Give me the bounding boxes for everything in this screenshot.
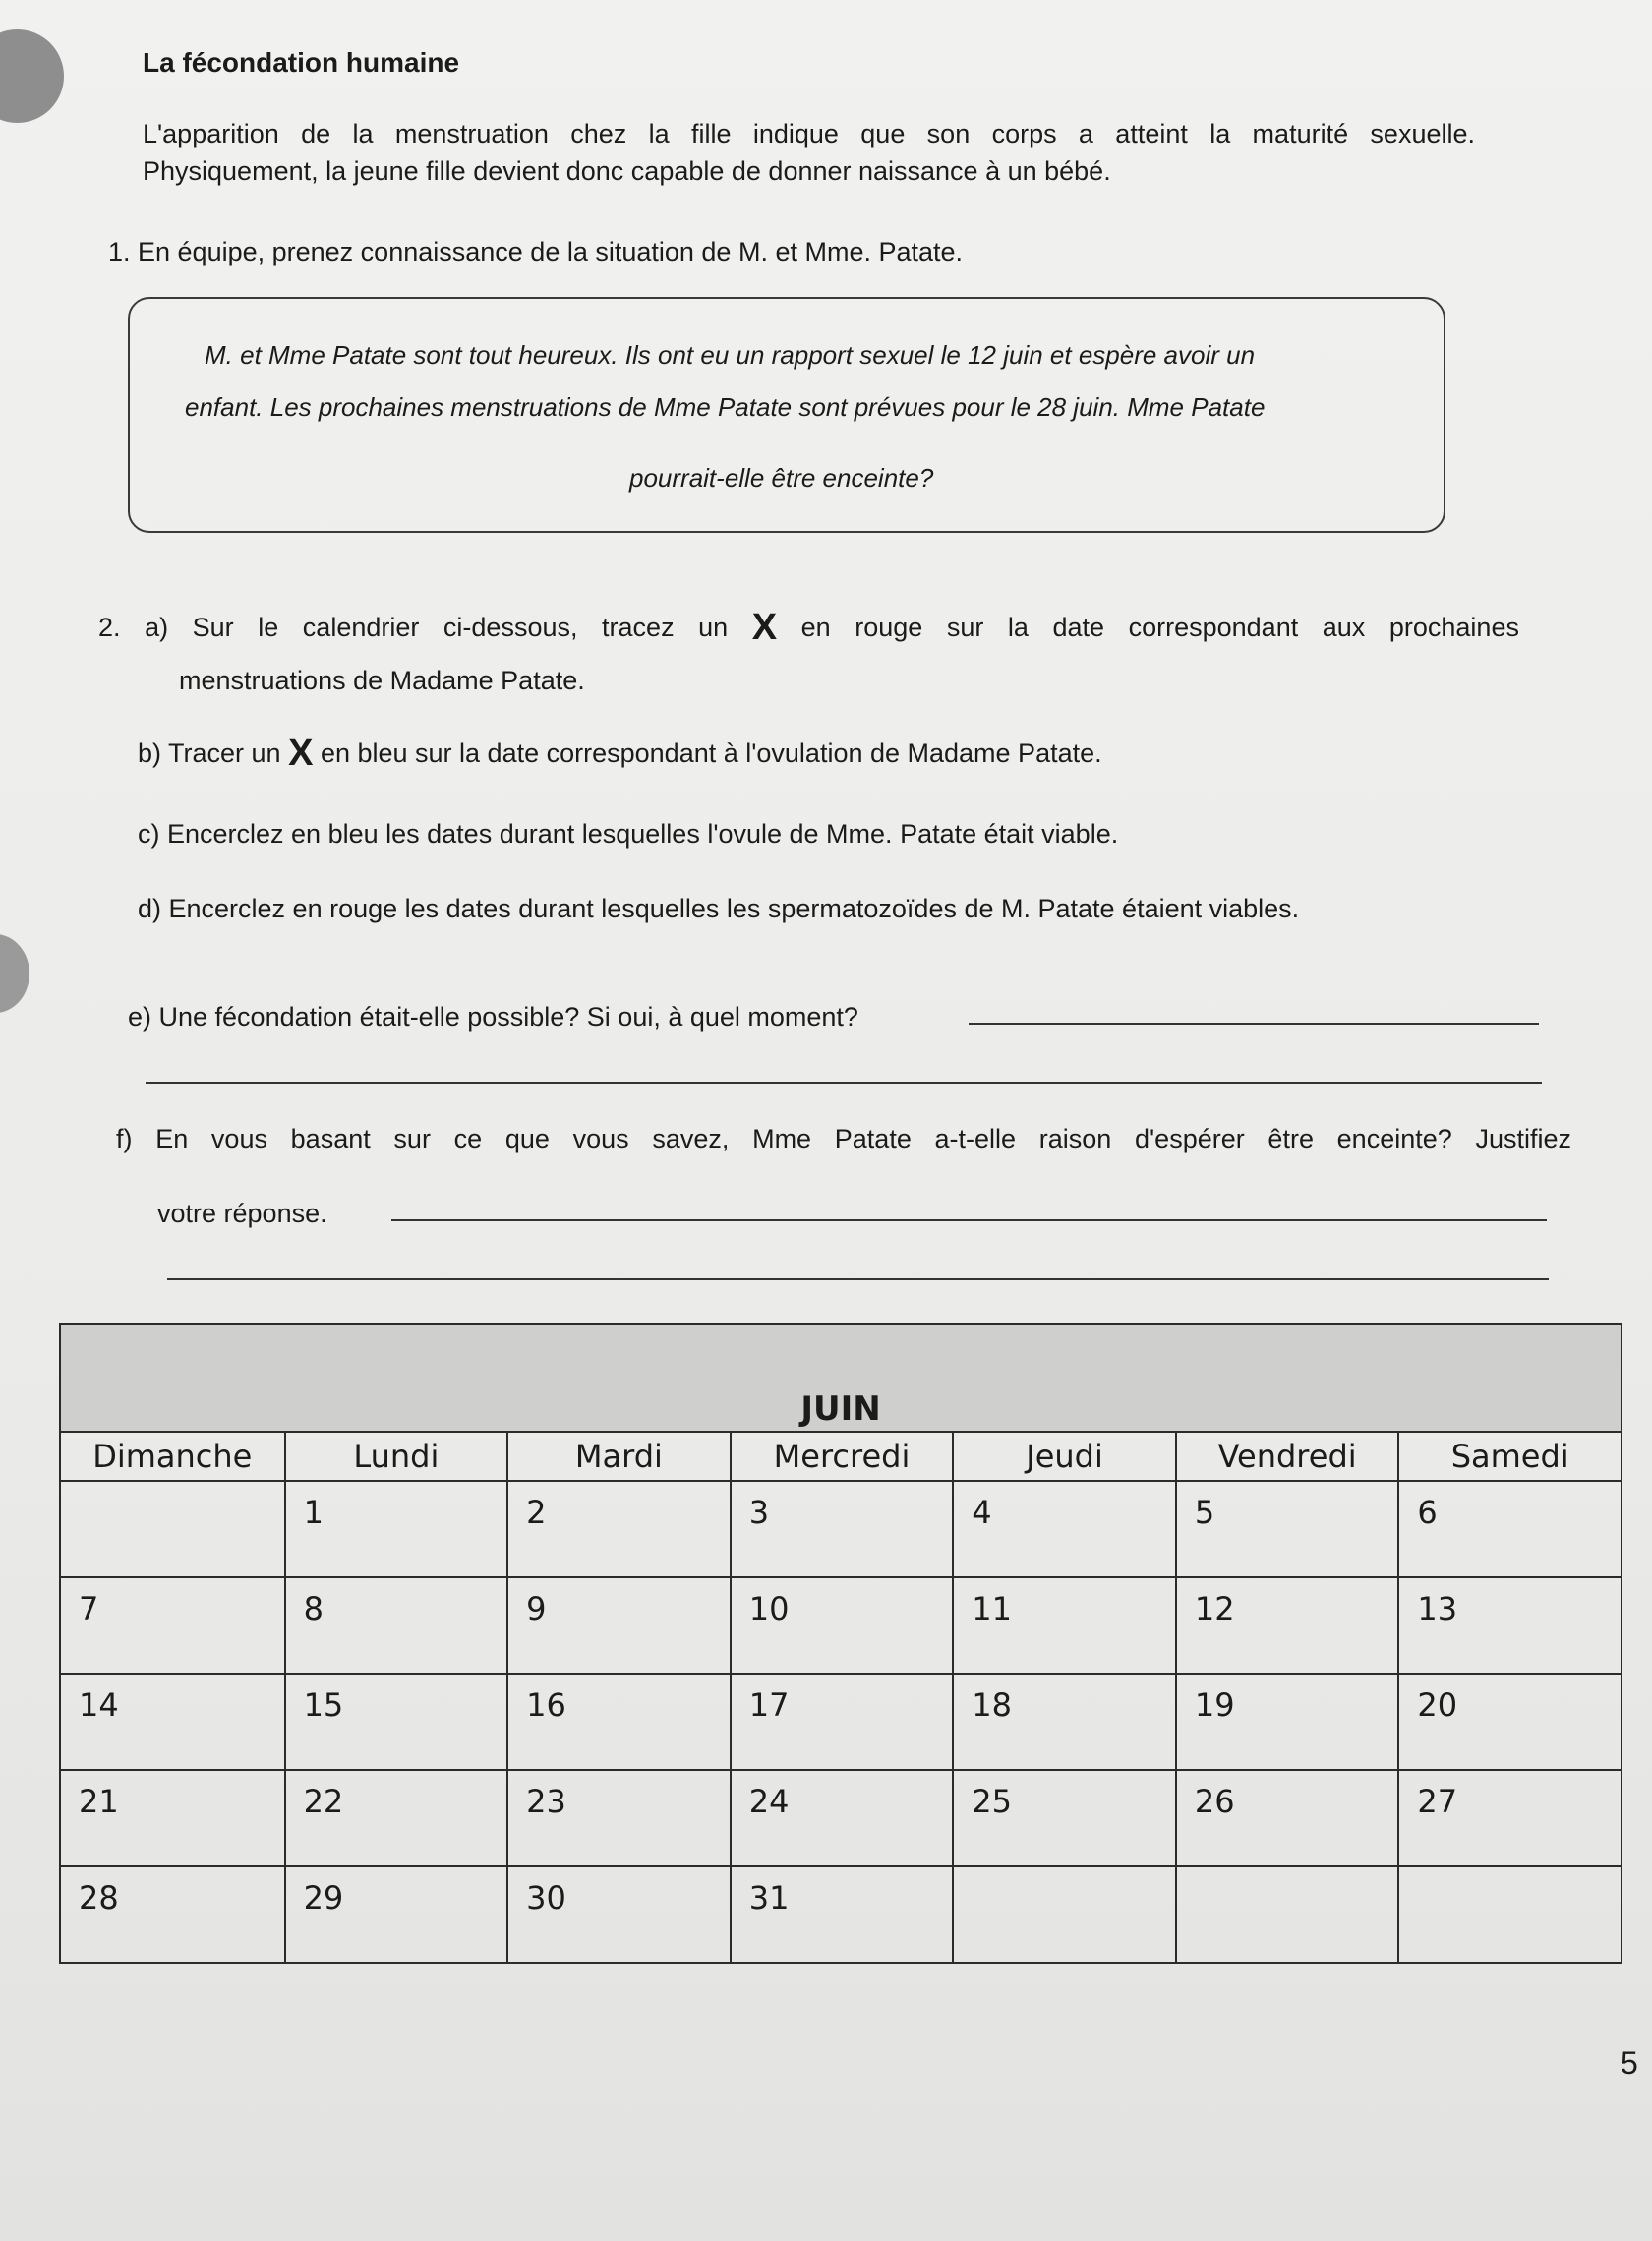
calendar-cell[interactable]: 2 xyxy=(506,1480,730,1576)
page-number: 5 xyxy=(1621,2045,1638,2081)
question-2a-text: 2. a) Sur le calendrier ci-dessous, tracez un xyxy=(98,613,729,642)
june-calendar xyxy=(59,1323,1622,1964)
calendar-cell[interactable]: 13 xyxy=(1397,1576,1621,1673)
calendar-cell[interactable]: 5 xyxy=(1175,1480,1398,1576)
page-title: La fécondation humaine xyxy=(143,47,460,78)
calendar-cell[interactable]: 6 xyxy=(1397,1480,1621,1576)
scenario-line1: M. et Mme Patate sont tout heureux. Ils ont eu un rapport sexuel le 12 juin et espère avoir un xyxy=(205,340,1256,370)
calendar-cell[interactable]: 29 xyxy=(284,1865,507,1962)
x-mark: X xyxy=(288,733,314,774)
calendar-cell[interactable]: 16 xyxy=(506,1673,730,1769)
answer-line[interactable] xyxy=(146,1082,1542,1084)
day-header: Jeudi xyxy=(952,1431,1175,1480)
binder-hole xyxy=(0,29,64,123)
calendar-cell[interactable]: 25 xyxy=(952,1769,1175,1865)
calendar-cell[interactable]: 4 xyxy=(952,1480,1175,1576)
question-2c: c) Encerclez en bleu les dates durant lesquelles l'ovule de Mme. Patate était viable. xyxy=(138,819,1119,849)
day-header: Samedi xyxy=(1397,1431,1621,1480)
calendar-cell[interactable]: 30 xyxy=(506,1865,730,1962)
calendar-cell[interactable] xyxy=(1397,1865,1621,1962)
calendar-cell[interactable]: 14 xyxy=(61,1673,284,1769)
calendar-month: JUIN xyxy=(61,1325,1621,1431)
calendar-cell[interactable]: 28 xyxy=(61,1865,284,1962)
day-header: Mercredi xyxy=(730,1431,953,1480)
question-2f-line2: votre réponse. xyxy=(157,1199,327,1228)
calendar-cell[interactable]: 31 xyxy=(730,1865,953,1962)
day-header: Vendredi xyxy=(1175,1431,1398,1480)
scenario-line2: enfant. Les prochaines menstruations de Mme Patate sont prévues pour le 28 juin. Mme Patate xyxy=(185,392,1266,422)
calendar-grid xyxy=(61,1431,1621,1962)
calendar-cell[interactable]: 10 xyxy=(730,1576,953,1673)
question-2a-line2: menstruations de Madame Patate. xyxy=(179,666,585,695)
calendar-cell[interactable]: 23 xyxy=(506,1769,730,1865)
question-2e: e) Une fécondation était-elle possible? Si oui, à quel moment? xyxy=(128,1002,858,1032)
calendar-cell[interactable]: 11 xyxy=(952,1576,1175,1673)
question-1: 1. En équipe, prenez connaissance de la situation de M. et Mme. Patate. xyxy=(108,237,964,266)
question-2a-text-cont: en rouge sur la date correspondant aux prochaines xyxy=(800,613,1519,642)
day-header: Dimanche xyxy=(61,1431,284,1480)
calendar-cell[interactable]: 26 xyxy=(1175,1769,1398,1865)
intro-text-line2: Physiquement, la jeune fille devient donc capable de donner naissance à un bébé. xyxy=(143,156,1111,186)
answer-line[interactable] xyxy=(969,1023,1539,1025)
calendar-cell[interactable]: 18 xyxy=(952,1673,1175,1769)
scenario-line3: pourrait-elle être enceinte? xyxy=(629,463,934,493)
question-2b-text-cont: en bleu sur la date correspondant à l'ovulation de Madame Patate. xyxy=(320,738,1102,768)
calendar-cell[interactable] xyxy=(1175,1865,1398,1962)
question-2b xyxy=(138,733,1102,774)
answer-line[interactable] xyxy=(391,1219,1547,1221)
calendar-cell[interactable]: 3 xyxy=(730,1480,953,1576)
calendar-cell[interactable]: 20 xyxy=(1397,1673,1621,1769)
calendar-cell[interactable]: 7 xyxy=(61,1576,284,1673)
day-header: Lundi xyxy=(284,1431,507,1480)
x-mark: X xyxy=(751,607,778,648)
calendar-cell[interactable]: 8 xyxy=(284,1576,507,1673)
calendar-cell[interactable]: 15 xyxy=(284,1673,507,1769)
calendar-cell[interactable]: 1 xyxy=(284,1480,507,1576)
question-2a xyxy=(98,607,1519,648)
calendar-cell[interactable] xyxy=(61,1480,284,1576)
calendar-cell[interactable]: 27 xyxy=(1397,1769,1621,1865)
question-2b-text: b) Tracer un xyxy=(138,738,281,768)
calendar-cell[interactable]: 22 xyxy=(284,1769,507,1865)
question-2d: d) Encerclez en rouge les dates durant lesquelles les spermatozoïdes de M. Patate étaient viables. xyxy=(138,894,1300,923)
calendar-cell[interactable]: 24 xyxy=(730,1769,953,1865)
question-2f: f) En vous basant sur ce que vous savez, Mme Patate a-t-elle raison d'espérer être enceinte? Justifiez xyxy=(116,1124,1571,1153)
calendar-cell[interactable] xyxy=(952,1865,1175,1962)
calendar-cell[interactable]: 9 xyxy=(506,1576,730,1673)
day-header: Mardi xyxy=(506,1431,730,1480)
calendar-cell[interactable]: 17 xyxy=(730,1673,953,1769)
calendar-cell[interactable]: 12 xyxy=(1175,1576,1398,1673)
calendar-cell[interactable]: 21 xyxy=(61,1769,284,1865)
answer-line[interactable] xyxy=(167,1278,1549,1280)
intro-text-line1: L'apparition de la menstruation chez la fille indique que son corps a atteint la maturité sexuelle. xyxy=(143,119,1475,148)
binder-hole xyxy=(0,934,30,1013)
calendar-cell[interactable]: 19 xyxy=(1175,1673,1398,1769)
